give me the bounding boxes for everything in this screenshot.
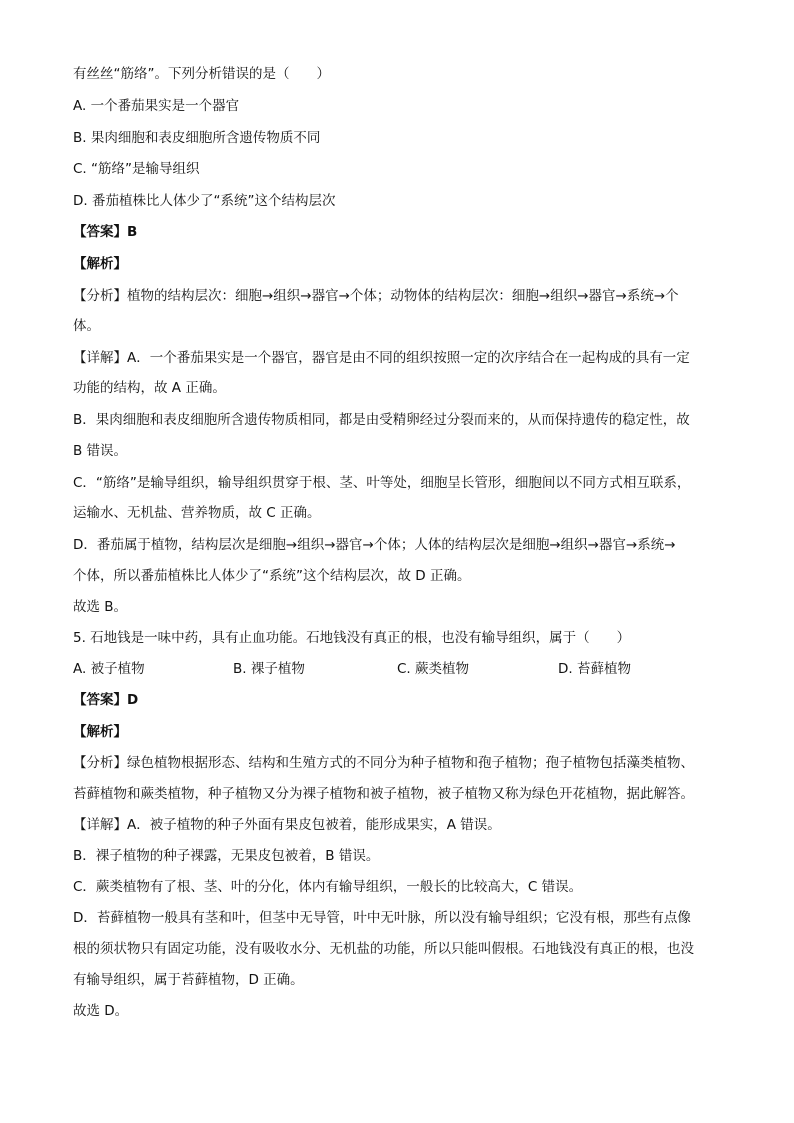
- q4-fenxi-line-2: 体。: [73, 318, 100, 334]
- q5-xiangjie-line-1: 【详解】A．被子植物的种子外面有果皮包被着，能形成果实，A 错误。: [73, 817, 501, 833]
- q5-option-b: B. 裸子植物: [233, 661, 305, 677]
- q4-xiangjie-line-6: 运输水、无机盐、营养物质，故 C 正确。: [73, 505, 321, 521]
- q4-answer: 【答案】B: [73, 224, 138, 240]
- q5-fenxi-line-1: 【分析】绿色植物根据形态、结构和生殖方式的不同分为种子植物和孢子植物；孢子植物包括藻类植物、: [73, 755, 694, 771]
- q4-fenxi-line-1: 【分析】植物的结构层次：细胞→组织→器官→个体；动物体的结构层次：细胞→组织→器官→系统→个: [73, 288, 679, 304]
- q4-option-c: C. “筋络”是输导组织: [73, 161, 200, 177]
- q5-xiangjie-line-2: B．裸子植物的种子裸露，无果皮包被着，B 错误。: [73, 848, 380, 864]
- q4-xiangjie-line-2: 功能的结构，故 A 正确。: [73, 380, 226, 396]
- q4-conclusion: 故选 B。: [73, 599, 128, 615]
- q5-fenxi-line-2: 苔藓植物和蕨类植物，种子植物又分为裸子植物和被子植物，被子植物又称为绿色开花植物，据此解答。: [73, 786, 694, 802]
- q5-conclusion: 故选 D。: [73, 1003, 129, 1019]
- q4-xiangjie-line-5: C．“筋络”是输导组织，输导组织贯穿于根、茎、叶等处，细胞呈长管形，细胞间以不同方式相互联系，: [73, 475, 691, 491]
- q4-analysis-heading: 【解析】: [73, 256, 127, 272]
- q4-xiangjie-line-4: B 错误。: [73, 443, 128, 459]
- q5-xiangjie-line-4: D．苔藓植物一般具有茎和叶，但茎中无导管，叶中无叶脉，所以没有输导组织；它没有根，那些有点像: [73, 910, 691, 926]
- q5-stem: 5. 石地钱是一味中药，具有止血功能。石地钱没有真正的根，也没有输导组织，属于（ ）: [73, 630, 631, 646]
- q4-xiangjie-line-7: D．番茄属于植物，结构层次是细胞→组织→器官→个体；人体的结构层次是细胞→组织→器官→系统→: [73, 537, 676, 553]
- q5-analysis-heading: 【解析】: [73, 724, 127, 740]
- q4-option-d: D. 番茄植株比人体少了“系统”这个结构层次: [73, 193, 336, 209]
- q5-option-d: D. 苔藓植物: [558, 661, 631, 677]
- q5-xiangjie-line-3: C．蕨类植物有了根、茎、叶的分化，体内有输导组织，一般长的比较高大，C 错误。: [73, 879, 583, 895]
- q4-xiangjie-line-3: B．果肉细胞和表皮细胞所含遗传物质相同，都是由受精卵经过分裂而来的，从而保持遗传的稳定性，故: [73, 412, 690, 428]
- q5-xiangjie-line-5: 根的须状物只有固定功能，没有吸收水分、无机盐的功能，所以只能叫假根。石地钱没有真正的根，也没: [73, 941, 694, 957]
- q5-answer: 【答案】D: [73, 692, 139, 708]
- q4-option-a: A. 一个番茄果实是一个器官: [73, 98, 240, 114]
- q5-xiangjie-line-6: 有输导组织，属于苔藓植物，D 正确。: [73, 972, 304, 988]
- q4-option-b: B. 果肉细胞和表皮细胞所含遗传物质不同: [73, 130, 321, 146]
- q4-stem-tail: 有丝丝“筋络”。下列分析错误的是（ ）: [73, 66, 330, 82]
- q5-option-a: A. 被子植物: [73, 661, 145, 677]
- q5-option-c: C. 蕨类植物: [397, 661, 470, 677]
- q4-xiangjie-line-8: 个体，所以番茄植株比人体少了“系统”这个结构层次，故 D 正确。: [73, 568, 471, 584]
- q4-xiangjie-line-1: 【详解】A．一个番茄果实是一个器官，器官是由不同的组织按照一定的次序结合在一起构成的具有一定: [73, 350, 690, 366]
